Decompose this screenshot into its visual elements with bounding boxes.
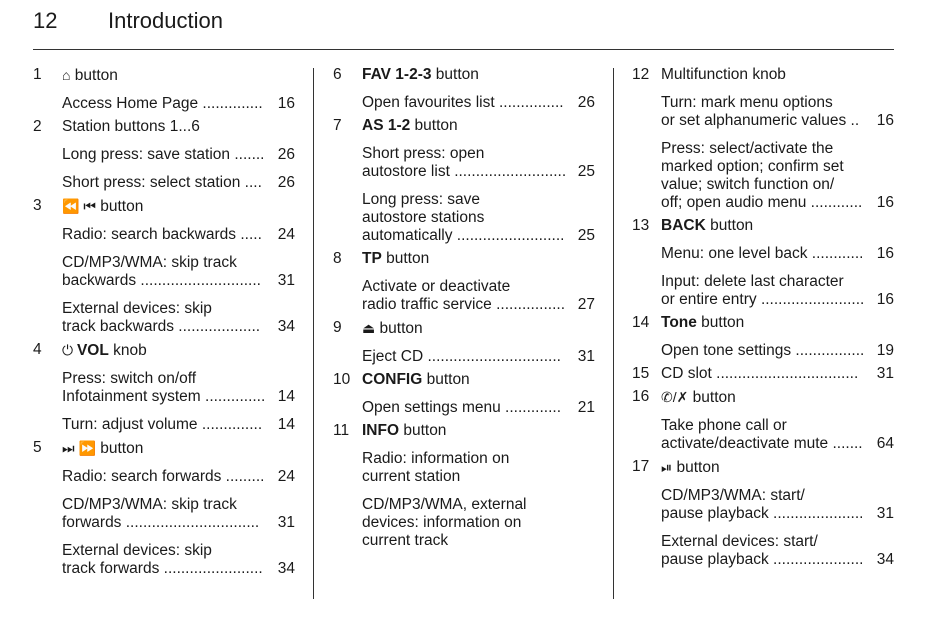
leader-dots: ...............................: [423, 348, 561, 365]
leader-dots: ..............: [200, 388, 266, 405]
description-line: Turn: mark menu options or set alphanumeric values: [661, 94, 847, 129]
leader-dots: .....: [236, 226, 262, 243]
control-number: 12: [632, 66, 650, 83]
leader-dots: ...............................: [121, 514, 260, 531]
function-description: [62, 370, 295, 406]
function-description: [362, 278, 595, 314]
description-line: Long press: save station: [62, 146, 231, 163]
description-line: Short press: select station: [62, 174, 241, 191]
column-3: [632, 66, 894, 574]
description-line: External devices: start/ pause playback: [661, 533, 818, 568]
control-name: AS 1-2: [362, 117, 411, 134]
phone-mute-icon: ✆/✗: [661, 389, 689, 405]
page-reference: 26: [277, 146, 295, 163]
power-icon: ⏻: [62, 342, 77, 358]
function-description: [362, 450, 595, 486]
control-name: BACK: [661, 217, 706, 234]
control-heading: [632, 365, 894, 383]
page-number: 12: [33, 8, 58, 33]
control-entry: [333, 250, 595, 314]
description-text: [661, 273, 894, 309]
function-description: [661, 342, 894, 360]
page-reference: 34: [277, 318, 295, 335]
leader-dots: .....................: [768, 505, 864, 522]
control-heading: [632, 388, 894, 407]
function-description: [362, 145, 595, 181]
function-description: [62, 496, 295, 532]
control-number: 9: [333, 319, 342, 336]
description-text: [62, 300, 295, 336]
header-rule: [33, 49, 894, 50]
control-entry: [632, 66, 894, 212]
control-name: TP: [362, 250, 382, 267]
chapter-title: Introduction: [108, 8, 223, 33]
description-text: [62, 226, 295, 244]
function-description: [62, 146, 295, 164]
page-reference: 34: [277, 560, 295, 577]
description-line: Open favourites list: [362, 94, 495, 111]
description-text: [362, 348, 595, 366]
control-entry: [632, 365, 894, 383]
control-heading: [333, 422, 595, 440]
leader-dots: .................................: [711, 365, 859, 382]
function-description: [62, 416, 295, 434]
page-reference: 64: [876, 435, 894, 452]
page-reference: 24: [277, 226, 295, 243]
description-text: [661, 417, 894, 453]
control-heading: [632, 458, 894, 477]
column-divider: [613, 68, 614, 599]
control-entry: [333, 117, 595, 245]
leader-dots: ............................: [136, 272, 261, 289]
description-text: [62, 370, 295, 406]
description-text: [362, 450, 595, 486]
page-reference: 16: [876, 194, 894, 211]
page-reference: 14: [277, 388, 295, 405]
description-line: CD/MP3/WMA: start/ pause playback: [661, 487, 805, 522]
function-description: [362, 191, 595, 245]
function-description: [661, 140, 894, 212]
control-number: 13: [632, 217, 650, 234]
description-line: Open tone settings: [661, 342, 792, 359]
leader-dots: ..: [846, 112, 860, 129]
leader-dots: ................: [791, 342, 865, 359]
leader-dots: .......................: [159, 560, 263, 577]
description-line: External devices: skip track forwards: [62, 542, 212, 577]
control-name: INFO: [362, 422, 400, 439]
description-line: Turn: adjust volume: [62, 416, 198, 433]
function-description: [661, 487, 894, 523]
description-line: Input: delete last character or entire entry: [661, 273, 844, 308]
page-reference: 26: [577, 94, 595, 111]
control-entry: [33, 66, 295, 113]
description-line: CD/MP3/WMA, external devices: information on current track: [362, 496, 527, 549]
control-name: FAV 1-2-3: [362, 66, 432, 83]
control-heading: [33, 66, 295, 85]
description-text: [362, 278, 595, 314]
control-entry: [632, 217, 894, 309]
control-heading: [632, 66, 894, 84]
control-heading: [333, 66, 595, 84]
page-reference: 26: [277, 174, 295, 191]
control-number: 6: [333, 66, 342, 83]
control-label: button: [375, 320, 423, 337]
function-description: [62, 174, 295, 192]
control-number: 15: [632, 365, 650, 382]
leader-dots: ...............: [494, 94, 564, 111]
description-text: [362, 496, 595, 550]
control-label: button: [381, 250, 430, 267]
page-reference: 16: [876, 112, 894, 129]
control-label: button: [410, 117, 458, 134]
function-description: [62, 468, 295, 486]
leader-dots: ...................: [173, 318, 261, 335]
description-line: Radio: search backwards: [62, 226, 237, 243]
leader-dots: .......: [230, 146, 265, 163]
control-heading: [33, 341, 295, 360]
control-label: button: [95, 440, 144, 457]
control-heading: [33, 118, 295, 136]
control-label: button: [70, 67, 118, 84]
control-entry: [333, 319, 595, 366]
control-number: 4: [33, 341, 42, 358]
control-number: 2: [33, 118, 42, 135]
eject-icon: ⏏: [362, 320, 376, 336]
control-label: button: [422, 371, 470, 388]
control-number: 1: [33, 66, 42, 83]
control-entry: [632, 314, 894, 360]
function-description: [62, 226, 295, 244]
control-entry: [33, 341, 295, 434]
column-2: [333, 66, 595, 555]
description-text: [362, 191, 595, 245]
page-reference: 31: [577, 348, 595, 365]
description-line: Menu: one level back: [661, 245, 808, 262]
page-reference: 16: [277, 95, 295, 112]
description-text: [62, 146, 295, 164]
description-line: CD/MP3/WMA: skip track forwards: [62, 496, 237, 531]
description-line: Press: select/activate the marked option; confirm set value; switch function on/ off; open audio menu: [661, 140, 844, 211]
control-heading: [333, 371, 595, 389]
description-text: [62, 542, 295, 578]
skip-forward-icon: ⏭ ⏩: [62, 440, 96, 456]
leader-dots: .........: [221, 468, 265, 485]
page-reference: 31: [876, 505, 894, 522]
function-description: [62, 542, 295, 578]
control-heading: [333, 117, 595, 135]
control-number: 7: [333, 117, 342, 134]
function-description: [362, 496, 595, 550]
control-label: button: [696, 314, 745, 331]
control-name: Tone: [661, 314, 697, 331]
description-text: [62, 496, 295, 532]
description-line: Radio: information on current station: [362, 450, 510, 485]
column-1: [33, 66, 295, 583]
page-reference: 21: [577, 399, 595, 416]
function-description: [362, 94, 595, 112]
control-label: Multifunction knob: [661, 66, 786, 83]
function-description: [62, 95, 295, 113]
control-entry: [632, 388, 894, 453]
control-entry: [333, 422, 595, 550]
play-pause-icon: ⏯: [661, 459, 673, 475]
leader-dots: .....................: [768, 551, 864, 568]
page-reference: 31: [277, 272, 295, 289]
description-text: [362, 145, 595, 181]
control-label: button: [431, 66, 479, 83]
control-entry: [333, 371, 595, 417]
leader-dots: .......: [828, 435, 863, 452]
control-number: 8: [333, 250, 342, 267]
description-text: [362, 399, 595, 417]
leader-dots: .............: [500, 399, 562, 416]
control-number: 16: [632, 388, 650, 405]
control-heading: [632, 217, 894, 235]
rewind-skip-back-icon: ⏪ ⏮: [62, 198, 96, 214]
control-entry: [33, 197, 295, 336]
leader-dots: ....: [240, 174, 262, 191]
control-heading: [333, 250, 595, 268]
control-entry: [33, 118, 295, 192]
function-description: [661, 533, 894, 569]
leader-dots: ............: [806, 194, 863, 211]
control-heading: [33, 439, 295, 458]
page-reference: 24: [277, 468, 295, 485]
description-line: Press: switch on/off Infotainment system: [62, 370, 201, 405]
page-reference: 19: [876, 342, 894, 359]
description-line: CD/MP3/WMA: skip track backwards: [62, 254, 237, 289]
control-number: 14: [632, 314, 650, 331]
description-text: [661, 342, 894, 360]
control-label: knob: [108, 342, 147, 359]
description-text: [661, 245, 894, 263]
function-description: [62, 254, 295, 290]
control-entry: [333, 66, 595, 112]
description-line: Take phone call or activate/deactivate mute: [661, 417, 829, 452]
description-text: [661, 533, 894, 569]
function-description: [661, 273, 894, 309]
description-text: [661, 140, 894, 212]
description-text: [661, 487, 894, 523]
page-reference: 27: [577, 296, 595, 313]
control-heading: [333, 319, 595, 338]
control-number: 5: [33, 439, 42, 456]
control-label: Station buttons 1...6: [62, 118, 200, 135]
description-line: Open settings menu: [362, 399, 501, 416]
control-label: button: [672, 459, 720, 476]
control-name: CONFIG: [362, 371, 423, 388]
function-description: [362, 348, 595, 366]
description-text: [661, 94, 894, 130]
control-heading: [632, 314, 894, 332]
control-label: button: [399, 422, 447, 439]
page-header: [0, 0, 950, 52]
leader-dots: ..........................: [449, 163, 567, 180]
description-line: Long press: save autostore stations automatically: [362, 191, 485, 244]
page-reference: 14: [277, 416, 295, 433]
leader-dots: ..............: [197, 416, 263, 433]
control-label: button: [705, 217, 754, 234]
control-entry: [33, 439, 295, 578]
home-icon: ⌂: [62, 67, 71, 83]
description-line: Access Home Page: [62, 95, 199, 112]
function-description: [62, 300, 295, 336]
leader-dots: ................: [491, 296, 566, 313]
page-reference: 31: [277, 514, 295, 531]
control-heading: [33, 197, 295, 216]
control-name: VOL: [76, 342, 109, 359]
control-label: CD slot: [661, 365, 712, 382]
description-text: [362, 94, 595, 112]
column-divider: [313, 68, 314, 599]
page-reference: 34: [876, 551, 894, 568]
control-label: button: [688, 389, 736, 406]
page-reference: 16: [876, 245, 894, 262]
leader-dots: ..............: [198, 95, 263, 112]
description-text: [62, 416, 295, 434]
function-description: [661, 94, 894, 130]
description-text: [62, 254, 295, 290]
page-reference: 16: [876, 291, 894, 308]
control-number: 17: [632, 458, 650, 475]
function-description: [661, 417, 894, 453]
control-label: button: [95, 198, 144, 215]
leader-dots: ........................: [756, 291, 865, 308]
leader-dots: .........................: [452, 227, 565, 244]
control-entry: [632, 458, 894, 569]
leader-dots: ............: [807, 245, 864, 262]
description-text: [62, 174, 295, 192]
page-reference: 25: [577, 227, 595, 244]
control-number: 11: [333, 422, 350, 439]
description-text: [62, 95, 295, 113]
description-line: Short press: open autostore list: [362, 145, 485, 180]
page-reference: 31: [876, 365, 894, 382]
description-text: [62, 468, 295, 486]
page-reference: 25: [577, 163, 595, 180]
description-line: Eject CD: [362, 348, 424, 365]
control-number: 10: [333, 371, 351, 388]
description-line: Radio: search forwards: [62, 468, 222, 485]
function-description: [661, 245, 894, 263]
description-line: Activate or deactivate radio traffic service: [362, 278, 511, 313]
control-number: 3: [33, 197, 42, 214]
description-line: External devices: skip track backwards: [62, 300, 212, 335]
function-description: [362, 399, 595, 417]
